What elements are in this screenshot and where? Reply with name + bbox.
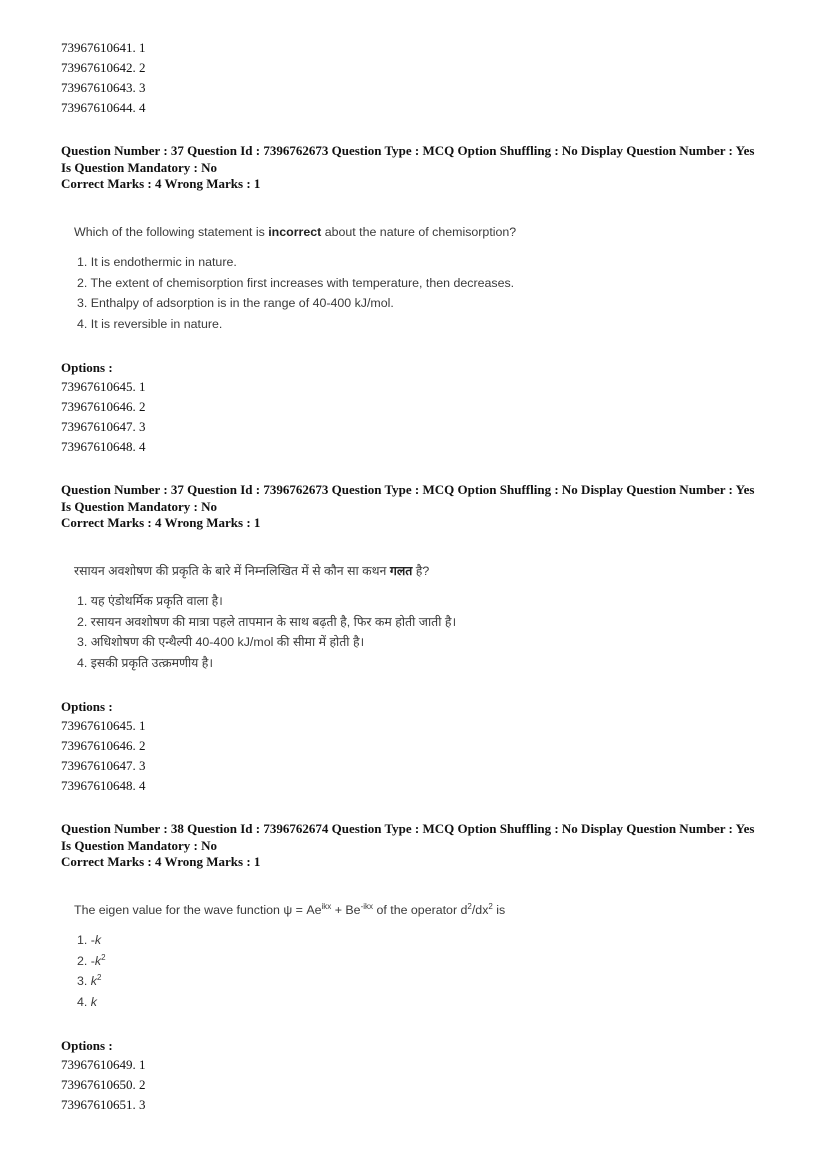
choice-item: 4. k — [77, 994, 97, 1009]
choice-item: 3. $k^2$ — [77, 973, 102, 988]
option-line: 73967610645. 1 — [61, 379, 146, 394]
option-line: 73967610648. 4 — [61, 778, 146, 793]
option-line: 73967610647. 3 — [61, 758, 146, 773]
stem-text: The eigen value for the wave function ψ = Ae — [74, 903, 322, 917]
stem-text: /dx — [471, 903, 489, 917]
question-marks: Correct Marks : 4 Wrong Marks : 1 — [61, 176, 261, 191]
option-line: 73967610643. 3 — [61, 80, 146, 95]
choice-item: 4. It is reversible in nature. — [77, 316, 223, 331]
option-line: 73967610641. 1 — [61, 40, 146, 55]
question-meta — [61, 482, 781, 532]
stem-emphasis: गलत — [389, 564, 413, 578]
question-image — [74, 224, 517, 331]
question-mandatory: Is Question Mandatory : No — [61, 159, 218, 175]
option-line: 73967610642. 2 — [61, 60, 146, 75]
superscript: -ikx — [360, 902, 374, 911]
option-line: 73967610645. 1 — [61, 718, 146, 733]
choice-item: 3. अधिशोषण की एन्थैल्पी 40-400 kJ/mol की सीमा में होती है। — [77, 635, 365, 649]
question-meta — [61, 821, 781, 871]
question-marks: Correct Marks : 4 Wrong Marks : 1 — [61, 854, 261, 869]
choice-item: 2. The extent of chemisorption first increases with temperature, then decreases. — [77, 275, 515, 290]
question-mandatory: Is Question Mandatory : No — [61, 837, 218, 853]
option-line: 73967610649. 1 — [61, 1057, 146, 1072]
option-line: 73967610648. 4 — [61, 439, 146, 454]
stem-text: रसायन अवशोषण की प्रकृति के बारे में निम्नलिखित में से कौन सा कथन — [74, 564, 390, 578]
question-meta-line: Question Number : 37 Question Id : 7396762673 Question Type : MCQ Option Shuffling : No Display Question Number : Yes — [61, 482, 755, 497]
stem-text: about the nature of chemisorption? — [321, 225, 517, 239]
stem-text: of the operator d — [373, 903, 468, 917]
choice-list — [77, 591, 456, 673]
superscript: ikx — [321, 902, 332, 911]
question-stem — [74, 563, 429, 579]
superscript: 2 — [488, 902, 493, 911]
choice-item: 2. रसायन अवशोषण की मात्रा पहले तापमान के साथ बढ़ती है, फिर कम होती जाती है। — [77, 614, 457, 629]
stem-text: Which of the following statement is — [74, 225, 269, 239]
question-meta — [61, 143, 781, 193]
stem-emphasis: incorrect — [268, 225, 322, 239]
options-heading: Options : — [61, 1038, 113, 1053]
choice-list — [77, 930, 106, 1012]
choice-item: 1. यह एंडोथर्मिक प्रकृति वाला है। — [77, 594, 223, 608]
choice-item: 4. इसकी प्रकृति उत्क्रमणीय है। — [77, 655, 214, 670]
option-line: 73967610646. 2 — [61, 738, 146, 753]
option-line: 73967610647. 3 — [61, 419, 146, 434]
question-meta-line: Question Number : 37 Question Id : 7396762673 Question Type : MCQ Option Shuffling : No Display Question Number : Yes — [61, 143, 755, 158]
superscript: 2 — [467, 902, 472, 911]
question-stem — [74, 902, 505, 918]
question-image — [74, 902, 506, 1009]
question-image — [74, 563, 457, 670]
choice-item: 3. Enthalpy of adsorption is in the range of 40-400 kJ/mol. — [77, 296, 394, 310]
choice-item: 2. $-k^2$ — [77, 952, 106, 968]
option-line: 73967610646. 2 — [61, 399, 146, 414]
choice-item: 1. It is endothermic in nature. — [77, 255, 237, 269]
question-stem — [74, 224, 516, 240]
choice-item: 1. -k — [77, 933, 102, 947]
options-heading: Options : — [61, 360, 113, 375]
option-line: 73967610644. 4 — [61, 100, 146, 115]
stem-text: is — [492, 903, 506, 917]
question-meta-line: Question Number : 38 Question Id : 7396762674 Question Type : MCQ Option Shuffling : No Display Question Number : Yes — [61, 821, 755, 836]
option-line: 73967610650. 2 — [61, 1077, 146, 1092]
choice-list — [77, 252, 514, 334]
options-heading: Options : — [61, 699, 113, 714]
option-line: 73967610651. 3 — [61, 1097, 146, 1112]
stem-text: है? — [412, 564, 430, 578]
question-mandatory: Is Question Mandatory : No — [61, 498, 218, 514]
stem-text: + Be — [331, 903, 361, 917]
question-marks: Correct Marks : 4 Wrong Marks : 1 — [61, 515, 261, 530]
